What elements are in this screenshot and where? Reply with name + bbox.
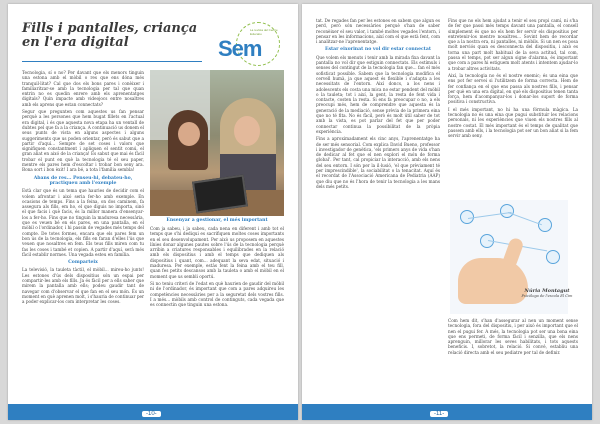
article-title-line2: en l'era digital (22, 35, 129, 50)
page-number: -10- (142, 411, 161, 417)
family-tablet-photo (150, 70, 284, 216)
paragraph: Està clar que és un tema que hauries de decidir com el volem afrontar i aixó seria fer-ho amb exemple. En ocasions de temps. Fins a la feina, on dos caminem, fa assegura als fills, em ho, el que diguis no importa, sinó el que facis i què facis, és la millor manera d'ensenyar-los a fer-ho. Fins que no tinguin la maduresa necessària, que es veuen bé en els pares, en una pantalla, en el mòbil o l'ordinador, i hi passin de vegades més temps del compte. De totes formes, encara que els pares fem un bon ús de la tecnologia, els fills en faran d'elles l'ús que veuen que nosaltres en fem. Els teus fills miren com tu fas les coses i també et copien. A partir d'aquí, serà més fàcil establir normes. Una vegada esteu en família. (22, 188, 144, 257)
paragraph: La televisió, la tauleta tàctil, el mòbil... mireu-ho junts! Les estones d'ús dels dispositius són un espai per compartir-les amb els fills. Ja és fàcil per a ells saber que mirem la pantalla amb ells; podeu gaudir tant de navegar com d'observar el que fan en el seu món. És un moment en què aprenen molt, i s'hauria de continuar per a poder explicar-los com interpretar les coses. (22, 267, 144, 305)
paragraph: Fins que no els hem ajudat a tenir el seu propi camí, ni s'ha de fer que passi més temps davant una pantalla, el consell simplement és que no els hem fer servir els dispositius per entretenir-los mentre nosaltres... Sovint hem de recordar que a la nostra era, ni pantalles, ni mòbils. Si un nen es posa molt nerviós quan es desconnecta del dispositiu, i això es torna una part molt habitual de la seva actitud, tal com, passa el temps, pot ser algun signe d'alarma, és important que com a pares hi estiguem molt atents i intentem ajudar-lo a trobar altres activitats. (448, 18, 578, 71)
subheading: Comparteix (68, 260, 98, 266)
author-name: Núria Montagut (524, 288, 570, 294)
paragraph: Com hem dit, s'han d'assegurar al nen un moment sense tecnologia, fora del dispositiu, i per això és important que el nen el pugui fer. A més, la tecnologia pot ser una bona eina que ens permeti, de forma fàcil i senzilla, que els nens aprenguin, millorar les seves habilitats, i tots aquests beneficis. I, sobretot, la relació. Si convé, establiu una relació directa amb el seu pediatre per tal de definir. (448, 318, 578, 355)
bottom-column (448, 318, 578, 402)
network-node (500, 204, 514, 218)
article-title-line1: Fills i pantalles, criança (22, 21, 198, 36)
paragraph: Tecnologia, sí o no? Per davant que els menors tinguin una estona amb el mòbil o res que ens dóna més tranquil·litat? Cal que dos els bons pares i conèixer i familiaritzar-se amb la tecnologia per tal que quan entrin no es quedin enrere amb els aprenentatges digitals? Quin impacte amb videojocs entre nosaltres amb els aprens que estan connectats? (22, 70, 144, 107)
network-node (546, 250, 560, 264)
author-signature (512, 288, 582, 298)
paragraph: Si no teniu criteri de l'edat en què haurien de gaudir del mòbil ni de l'ordinador, és important que com a pares adquireu les competències necessàries per a la seguretat dels vostres fills. I a més... mòbils amb control de continguts, cada vegada que es connectin que tinguin una estona. (150, 280, 284, 308)
subheading: Abans de res... Penseu-hi, debateu-ho, practiqueu amb l'exemple (33, 175, 133, 186)
right-column (150, 226, 284, 400)
paragraph: I el més important, no hi ha una fórmula màgica. La tecnologia no és una eina que pugui substituir les relacions personals, ni les experiències que viuen els nostres fills al nostre costat. El més important és el temps de qualitat que passem amb ells, i la tecnologia pot ser un bon aliat si la fem servir amb seny. (448, 106, 578, 139)
left-column (316, 18, 440, 402)
page-number: -11- (430, 411, 448, 417)
paragraph: tat. De regades fan per les estones en sabem que algun es perd, però són necessàries perquè s'han de saber reconèixer el seu valor, i també moltes vegades l'entorn, i pensar en les informacions, així com el que està fent, com i analitzar-ne l'aprenentatge. (316, 18, 440, 45)
logo-tagline: La revista del Centre Educatiu (250, 28, 278, 36)
photo-adult (220, 98, 276, 188)
photo-child (168, 110, 208, 170)
photo-caption: Ensenyar a gestionar, el més important (166, 218, 268, 223)
right-page (302, 4, 592, 420)
magazine-logo (216, 20, 282, 66)
article-title (22, 22, 202, 50)
title-underline (22, 61, 202, 62)
subheading: Estar eixorinat no vol dir estar connectat (324, 47, 432, 53)
network-link (508, 212, 542, 225)
paragraph: Que volem els menuts i tenir amb la mirada fixa davant la pantalla no vol dir que estiguin connectats. Els estímuls i senses del contingut de la tecnologia fan que... fan el més sofisticat possible. Sabem que la tecnologia modifica el cervell humà, ja que aquest és flexible i s'adapta a les necessitats de l'entorn. Així doncs, a los nens i adolescents els costa una mica no estar pendent del mòbil o la tauleta; tot i així, la gent, la resta de fent vida i contacte, costen la resta. Si ens fa preocupar o no, a els preocupi més, hem de comprendre que aquesta és la generació de la mediació, sense prèvia de la primera eina que no té fita. No és fàcil, però és molt útil saber de tot amb la vista, es pot parlar del fet que per poder connectar continua la possibilitat de la pròpia experiència. (316, 54, 440, 134)
left-column (22, 70, 144, 400)
logo-word: Sem (218, 36, 262, 61)
right-column (448, 18, 578, 198)
paragraph: Segur que pregunten com aquestes us fan pensar perquè a les persones que hem bugat fillets en l'actual era digital, i és que aquesta nova etapa ha un ventall de dubtes pel que fa a la criança. A continuació us donem el seus punts de vista en alguns aspectes i alguns suggeriments que us poden orientar, però és sabut que a partir d'aquí... Sempre de set coses i valors que signifiquen constantment i apliquen el sentit comú, el gran aliat en aixó de la criança! És sabut que mai és fàcil trobar el punt en què la tecnologia té el seu paper, mentre els pares hem d'escoltar i trobar bon seny ara. Bona sort i bon èxit! I ara bé, a tota l'família sembla! (22, 109, 144, 173)
left-page (8, 4, 298, 420)
paragraph: Així, la tecnologia no és el nostre enemic; és una eina que ens pot fer servei si l'utilitzem de forma correcta. Hem de fer confiança en el que ens passa als nostres fills, i pensar per què en una era digital, en què els dispositius tenen tanta força, hem d'acompanyar-los i donar-los suport de forma positiva i constructiva. (448, 72, 578, 105)
paragraph: Fins a aproximadament els cinc anys, l'aprenentatge ha de ser més sensorial. Com explica David Bueno, professor i investigador de genètica, 'els primers anys de vida s'han de dedicar al fet que el nen explori el món de forma global'. Per tant, cal propiciar la interacció, amb els nens del seu entorn. I són per la il·lusió, 'el que prèviament té per imprescindible', la sociabilitat o la tenacitat. Aquí és el recordat de l'Associació Americana de Pediatria (AAP) que diu que no és l'hora de tenir la tecnologia a les mans dels més petits. (316, 136, 440, 189)
paragraph: Com ja sabeu, i ja sabeu, cada nena en diferent i amb tot el temps que s'hi dediqui es sacrifiquen moltes coses importants en el seu desenvolupament. Per això us proposem en aquestes línies donar algunes pautes sobre l'ús de la tecnologia perquè arribin a criatures responsables i equilibrades en la relació amb els dispositius i amb el temps que dediquen als dispositius i quant, com... adequant la seva edat, situació i maduresa. Per exemple, estàs fent la feina amb el teu fill, quan fes petits descansos amb la tauleta o amb el mòbil en el moment que us sembli oportú. (150, 226, 284, 279)
author-role: Psicòloga de l'escola El Cim (521, 294, 573, 298)
